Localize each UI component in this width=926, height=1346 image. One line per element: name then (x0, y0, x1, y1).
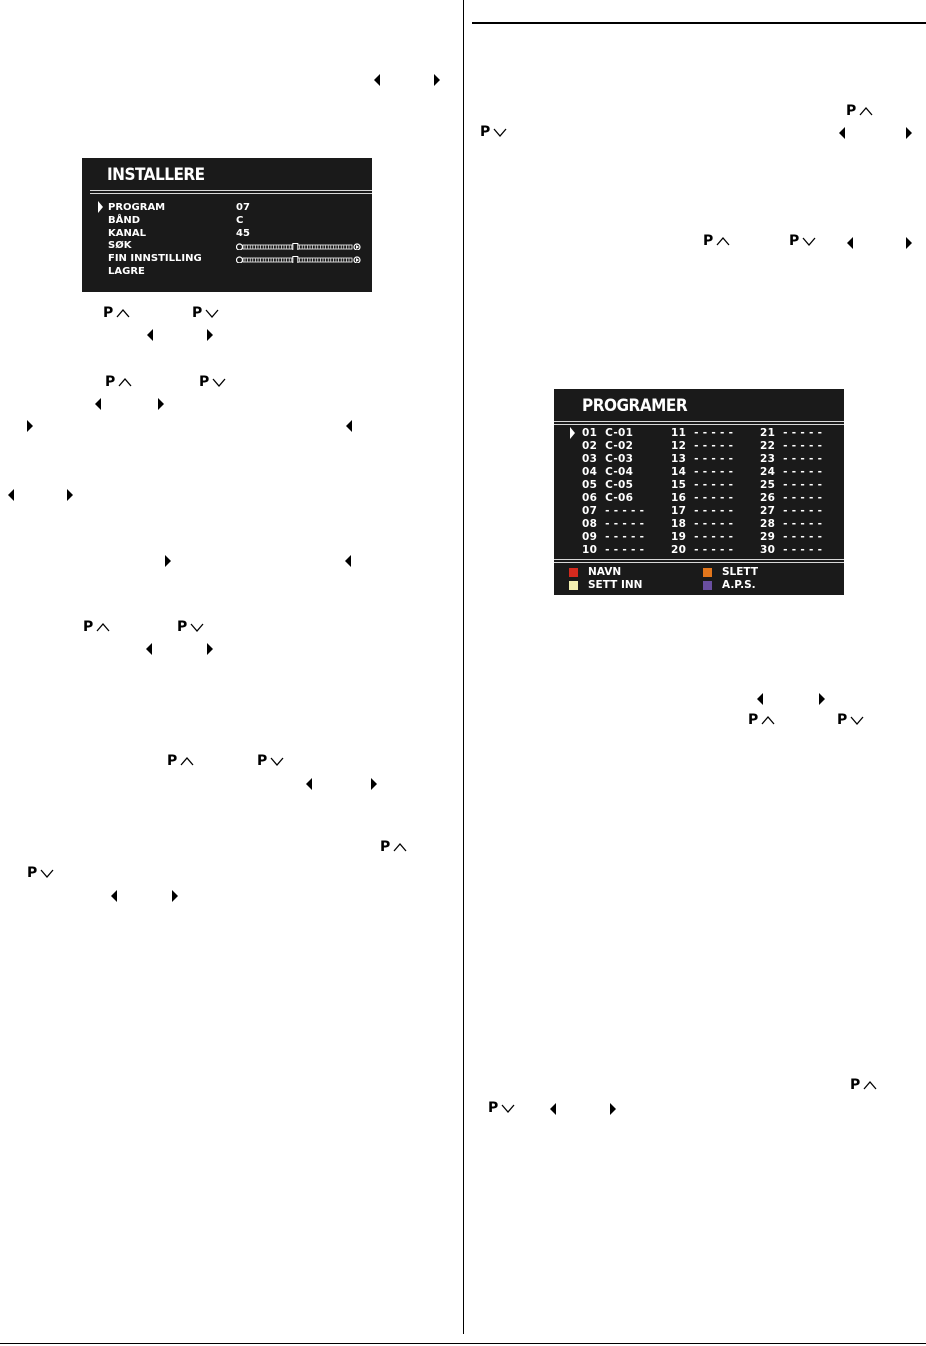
legend-item (703, 566, 758, 578)
program-up-key-icon (850, 1078, 877, 1092)
program-up-key-icon (83, 620, 110, 634)
program-entry: 04 C-04 (582, 466, 634, 478)
legend-label: A.P.S. (722, 579, 756, 591)
program-down-key-icon (488, 1101, 515, 1115)
legend-item (703, 579, 756, 591)
legend-item (569, 579, 642, 591)
triangle-left-icon (839, 126, 845, 140)
program-entry: 12 - - - - - (671, 440, 734, 452)
triangle-right-icon (906, 236, 912, 250)
program-entry: 07 - - - - - (582, 505, 645, 517)
p-key-label: P (703, 233, 714, 249)
program-entry: 10 - - - - - (582, 544, 645, 556)
p-key-label: P (837, 712, 848, 728)
color-key-icon (569, 581, 578, 590)
color-key-icon (703, 568, 712, 577)
menu-item-label: PROGRAM (108, 202, 166, 213)
selection-pointer-icon (569, 427, 576, 439)
program-entry: 29 - - - - - (760, 531, 823, 543)
program-up-key-icon (105, 375, 132, 389)
program-up-key-icon (103, 306, 130, 320)
triangle-left-icon (757, 692, 763, 706)
program-entry: 15 - - - - - (671, 479, 734, 491)
program-entry: 26 - - - - - (760, 492, 823, 504)
program-entry: 20 - - - - - (671, 544, 734, 556)
program-up-key-icon (380, 840, 407, 854)
triangle-left-icon (374, 73, 380, 87)
p-key-label: P (846, 103, 857, 119)
program-entry: 08 - - - - - (582, 518, 645, 530)
slider-bar (236, 256, 362, 263)
program-entry: 30 - - - - - (760, 544, 823, 556)
p-key-label: P (103, 305, 114, 321)
color-key-icon (569, 568, 578, 577)
program-entry: 27 - - - - - (760, 505, 823, 517)
p-key-label: P (380, 839, 391, 855)
program-down-key-icon (27, 866, 54, 880)
menu-item-label: SØK (108, 240, 132, 252)
legend-label: SLETT (722, 566, 758, 578)
program-down-key-icon (177, 620, 204, 634)
program-entry: 03 C-03 (582, 453, 634, 465)
program-entry: 25 - - - - - (760, 479, 823, 491)
menu-item-label: KANAL (108, 227, 146, 239)
program-entry: 05 C-05 (582, 479, 634, 491)
program-up-key-icon (748, 713, 775, 727)
p-key-label: P (257, 753, 268, 769)
triangle-right-icon (819, 692, 825, 706)
triangle-right-icon (172, 889, 178, 903)
program-down-key-icon (199, 375, 226, 389)
program-entry: 23 - - - - - (760, 453, 823, 465)
program-entry: 14 - - - - - (671, 466, 734, 478)
p-key-label: P (480, 124, 491, 140)
page-bottom-rule (0, 1343, 926, 1344)
menu-item-value: C (236, 214, 244, 226)
slider-bar (236, 243, 362, 250)
menu-title: PROGRAMER (582, 396, 688, 416)
p-key-label: P (177, 619, 188, 635)
menu-item-label: FIN INNSTILLING (108, 253, 202, 265)
program-entry: 22 - - - - - (760, 440, 823, 452)
installere-menu (82, 158, 372, 292)
program-entry: 06 C-06 (582, 492, 634, 504)
p-key-label: P (83, 619, 94, 635)
program-up-key-icon (703, 234, 730, 248)
program-down-key-icon (192, 306, 219, 320)
menu-item-label: LAGRE (108, 266, 145, 277)
selection-pointer-icon (97, 201, 104, 213)
column-divider (463, 0, 464, 1334)
program-entry: 09 - - - - - (582, 531, 645, 543)
triangle-right-icon (434, 73, 440, 87)
menu-item-value: 07 (236, 202, 250, 213)
program-entry: 01 C-01 (582, 427, 634, 439)
triangle-left-icon (147, 328, 153, 342)
triangle-right-icon (158, 397, 164, 411)
legend-label: SETT INN (588, 579, 643, 591)
p-key-label: P (167, 753, 178, 769)
p-key-label: P (748, 712, 759, 728)
programer-menu (554, 389, 844, 595)
color-key-icon (703, 581, 712, 590)
triangle-right-icon (67, 488, 73, 502)
triangle-right-icon (610, 1102, 616, 1116)
triangle-right-icon (207, 642, 213, 656)
legend-label: NAVN (588, 566, 622, 578)
triangle-left-icon (346, 419, 352, 433)
triangle-left-icon (95, 397, 101, 411)
program-down-key-icon (837, 713, 864, 727)
program-entry: 17 - - - - - (671, 505, 734, 517)
p-key-label: P (199, 374, 210, 390)
legend-item (569, 566, 621, 578)
p-key-label: P (192, 305, 203, 321)
triangle-left-icon (146, 642, 152, 656)
triangle-right-icon (906, 126, 912, 140)
triangle-left-icon (8, 488, 14, 502)
p-key-label: P (27, 865, 38, 881)
program-entry: 11 - - - - - (671, 427, 734, 439)
program-entry: 13 - - - - - (671, 453, 734, 465)
p-key-label: P (789, 233, 800, 249)
triangle-left-icon (345, 554, 351, 568)
program-entry: 02 C-02 (582, 440, 634, 452)
program-down-key-icon (480, 125, 507, 139)
section-rule (472, 22, 926, 24)
program-down-key-icon (257, 754, 284, 768)
triangle-right-icon (207, 328, 213, 342)
program-entry: 24 - - - - - (760, 466, 823, 478)
p-key-label: P (105, 374, 116, 390)
triangle-right-icon (371, 777, 377, 791)
menu-title: INSTALLERE (107, 165, 205, 185)
triangle-left-icon (847, 236, 853, 250)
program-entry: 16 - - - - - (671, 492, 734, 504)
program-entry: 18 - - - - - (671, 518, 734, 530)
program-up-key-icon (846, 104, 873, 118)
p-key-label: P (488, 1100, 499, 1116)
p-key-label: P (850, 1077, 861, 1093)
menu-item-label: BÅND (108, 214, 141, 226)
triangle-right-icon (27, 419, 33, 433)
program-entry: 19 - - - - - (671, 531, 734, 543)
program-entry: 21 - - - - - (760, 427, 823, 439)
program-entry: 28 - - - - - (760, 518, 823, 530)
program-down-key-icon (789, 234, 816, 248)
triangle-left-icon (111, 889, 117, 903)
triangle-right-icon (165, 554, 171, 568)
menu-item-value: 45 (236, 227, 250, 239)
program-up-key-icon (167, 754, 194, 768)
triangle-left-icon (306, 777, 312, 791)
triangle-left-icon (550, 1102, 556, 1116)
